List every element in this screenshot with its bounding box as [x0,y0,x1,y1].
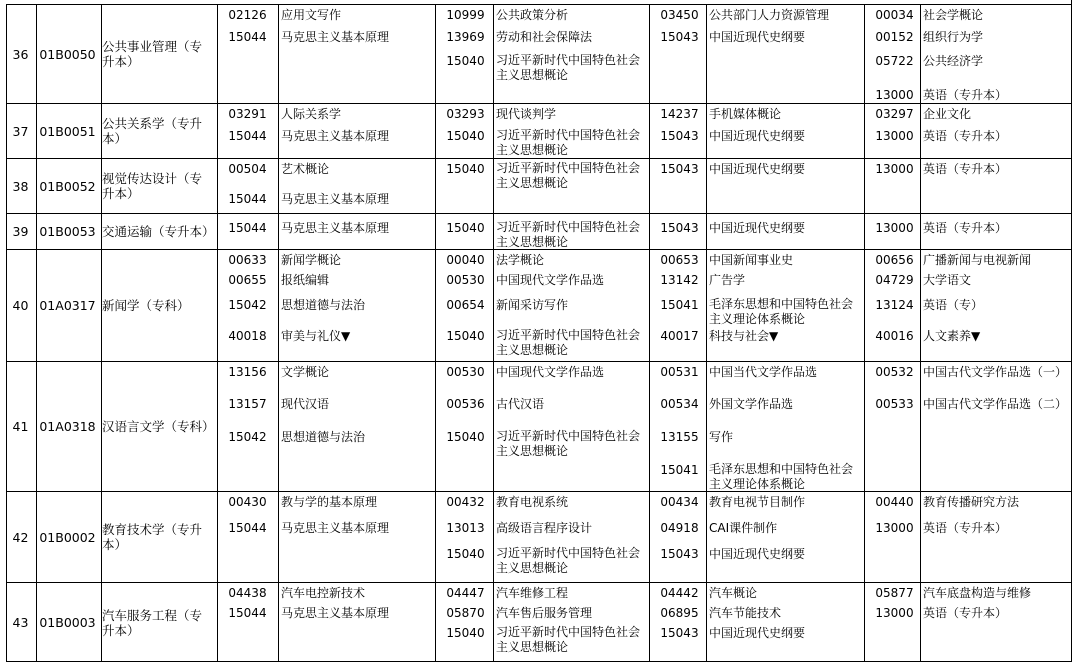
row-number: 43 [12,615,29,630]
course-name: 英语（专升本） [923,129,1008,143]
course-code: 05722 [875,54,914,68]
course-name: 新闻学概论 [281,253,342,267]
table-row [6,249,1072,361]
course-name: 马克思主义基本原理 [281,192,390,206]
course-name: 应用文写作 [281,8,342,22]
course-code: 00531 [660,365,699,379]
table-row [6,213,1072,249]
grid-line [864,362,865,491]
course-code: 15040 [446,547,485,561]
course-name: 劳动和社会保障法 [496,30,593,44]
grid-line [278,159,279,213]
major-name: 汽车服务工程（专升本） [102,607,203,638]
course-name: 思想道德与法治 [281,298,366,312]
course-name: 教与学的基本原理 [281,495,378,509]
course-name: 习近平新时代中国特色社会主义思想概论 [496,128,641,157]
course-name: 审美与礼仪▼ [281,329,351,343]
course-name: 中国当代文学作品选 [709,365,818,379]
course-name: 人际关系学 [281,107,342,121]
course-name: 马克思主义基本原理 [281,221,390,235]
course-code: 13156 [228,365,267,379]
course-name: 汽车维修工程 [496,586,569,600]
course-name: 文学概论 [281,365,330,379]
course-name: 中国古代文学作品选（二） [923,397,1068,411]
table-row [6,103,1072,158]
course-code: 13000 [875,606,914,620]
course-name: 新闻采访写作 [496,298,569,312]
course-code: 13000 [875,521,914,535]
course-code: 15040 [446,430,485,444]
course-code: 00530 [446,365,485,379]
course-code: 15044 [228,30,267,44]
course-name: 现代谈判学 [496,107,557,121]
course-code: 05877 [875,586,914,600]
course-name: 马克思主义基本原理 [281,129,390,143]
course-code: 06895 [660,606,699,620]
row-number: 42 [12,529,29,545]
course-code: 15044 [228,221,267,235]
course-code: 15040 [446,221,485,235]
course-code: 15040 [446,129,485,143]
major-code: 01B0002 [39,529,96,545]
course-code: 13000 [875,88,914,102]
course-name: 习近平新时代中国特色社会主义思想概论 [496,53,641,82]
course-name: 思想道德与法治 [281,430,366,444]
table-row [6,4,1072,103]
course-name: 公共政策分析 [496,8,569,22]
course-code: 40016 [875,329,914,343]
course-code: 15040 [446,162,485,176]
course-name: 中国近现代史纲要 [709,129,806,143]
course-name: 社会学概论 [923,8,984,22]
course-name: 组织行为学 [923,30,984,44]
course-name: 人文素养▼ [923,329,981,343]
course-name: 公共经济学 [923,54,984,68]
course-code: 04438 [228,586,267,600]
course-code: 00656 [875,253,914,267]
course-name: 汽车底盘构造与维修 [923,586,1032,600]
course-name: 英语（专升本） [923,88,1008,102]
course-code: 15044 [228,521,267,535]
major-name: 公共关系学（专升本） [102,116,203,146]
course-code: 15040 [446,626,485,640]
course-name: 习近平新时代中国特色社会主义思想概论 [496,546,641,575]
course-name: 习近平新时代中国特色社会主义思想概论 [496,220,641,249]
course-name: 教育传播研究方法 [923,495,1020,509]
course-code: 15041 [660,463,699,477]
course-code: 15042 [228,430,267,444]
course-name: 写作 [709,430,734,444]
course-name: 马克思主义基本原理 [281,521,390,535]
course-code: 03291 [228,107,267,121]
major-code: 01B0051 [39,123,96,139]
grid-line [493,362,494,491]
course-code: 13000 [875,221,914,235]
grid-line [278,250,279,361]
course-name: 中国古代文学作品选（一） [923,365,1068,379]
major-code: 01B0053 [39,224,96,239]
course-code: 00533 [875,397,914,411]
grid-line [920,362,921,491]
row-number: 38 [12,178,29,194]
course-code: 03297 [875,107,914,121]
course-name: 法学概论 [496,253,545,267]
major-code: 01A0318 [39,419,96,434]
course-name: 中国近现代史纲要 [709,162,806,176]
course-name: 中国近现代史纲要 [709,221,806,235]
major-code: 01A0317 [39,298,96,313]
course-code: 10999 [446,8,485,22]
course-name: 企业文化 [923,107,972,121]
course-code: 13124 [875,298,914,312]
course-name: 中国近现代史纲要 [709,547,806,561]
course-name: 毛泽东思想和中国特色社会主义理论体系概论 [709,462,854,491]
table-row [6,158,1072,213]
course-code: 15043 [660,626,699,640]
course-name: 教育电视节目制作 [709,495,806,509]
major-code: 01B0003 [39,615,96,630]
major-name: 教育技术学（专升本） [102,522,203,552]
course-name: 马克思主义基本原理 [281,606,390,620]
course-code: 13013 [446,521,485,535]
course-code: 00534 [660,397,699,411]
course-name: 中国新闻事业史 [709,253,794,267]
course-code: 00536 [446,397,485,411]
course-name: 英语（专升本） [923,221,1008,235]
row-number: 36 [12,46,29,62]
course-code: 00654 [446,298,485,312]
grid-line [278,583,279,662]
course-code: 04918 [660,521,699,535]
course-name: 毛泽东思想和中国特色社会主义理论体系概论 [709,297,854,326]
major-name: 交通运输（专升本） [102,224,215,239]
grid-line [278,362,279,491]
course-name: CAI课件制作 [709,521,778,535]
course-code: 13000 [875,129,914,143]
course-name: 科技与社会▼ [709,329,779,343]
course-code: 40018 [228,329,267,343]
course-code: 05870 [446,606,485,620]
course-code: 15044 [228,192,267,206]
course-code: 00655 [228,273,267,287]
course-code: 00034 [875,8,914,22]
course-name: 英语（专升本） [923,606,1008,620]
major-code: 01B0050 [39,46,96,62]
course-code: 00432 [446,495,485,509]
course-code: 04447 [446,586,485,600]
course-code: 04442 [660,586,699,600]
table-row [6,491,1072,582]
grid-line [278,214,279,249]
course-code: 15043 [660,129,699,143]
course-name: 汽车售后服务管理 [496,606,593,620]
course-code: 00504 [228,162,267,176]
course-name: 教育电视系统 [496,495,569,509]
course-code: 14237 [660,107,699,121]
course-code: 00653 [660,253,699,267]
course-name: 汽车电控新技术 [281,586,366,600]
course-name: 汽车节能技术 [709,606,782,620]
course-name: 习近平新时代中国特色社会主义思想概论 [496,328,641,357]
row-number: 41 [12,419,29,434]
course-code: 13142 [660,273,699,287]
course-code: 15043 [660,162,699,176]
course-name: 习近平新时代中国特色社会主义思想概论 [496,429,641,458]
course-name: 汽车概论 [709,586,758,600]
course-code: 13155 [660,430,699,444]
course-name: 习近平新时代中国特色社会主义思想概论 [496,625,641,654]
course-code: 00434 [660,495,699,509]
grid-line [278,104,279,158]
major-name: 汉语言文学（专科） [102,419,215,434]
course-code: 13157 [228,397,267,411]
grid-line [435,362,436,491]
course-name: 习近平新时代中国特色社会主义思想概论 [496,161,641,190]
course-name: 现代汉语 [281,397,330,411]
grid-line [278,492,279,582]
major-name: 视觉传达设计（专升本） [102,171,203,201]
course-name: 报纸编辑 [281,273,330,287]
row-number: 37 [12,123,29,139]
course-name: 古代汉语 [496,397,545,411]
course-name: 中国近现代史纲要 [709,30,806,44]
row-number: 39 [12,224,29,239]
course-code: 15040 [446,329,485,343]
course-name: 马克思主义基本原理 [281,30,390,44]
course-code: 00633 [228,253,267,267]
table-row [6,582,1072,662]
course-code: 15044 [228,129,267,143]
course-name: 公共部门人力资源管理 [709,8,830,22]
course-code: 15043 [660,547,699,561]
course-code: 00440 [875,495,914,509]
grid-line [278,5,279,103]
course-name: 大学语文 [923,273,972,287]
course-code: 15043 [660,30,699,44]
course-name: 高级语言程序设计 [496,521,593,535]
course-code: 13000 [875,162,914,176]
course-code: 15042 [228,298,267,312]
row-number: 40 [12,298,29,313]
table-row [6,361,1072,491]
course-code: 00430 [228,495,267,509]
course-plan-table [6,0,1072,662]
course-name: 艺术概论 [281,162,330,176]
course-code: 40017 [660,329,699,343]
course-code: 03293 [446,107,485,121]
course-name: 外国文学作品选 [709,397,794,411]
course-name: 手机媒体概论 [709,107,782,121]
course-code: 04729 [875,273,914,287]
major-name: 新闻学（专科） [102,298,190,313]
course-code: 00532 [875,365,914,379]
course-name: 中国近现代史纲要 [709,626,806,640]
course-name: 中国现代文学作品选 [496,273,605,287]
course-code: 15044 [228,606,267,620]
course-name: 英语（专升本） [923,162,1008,176]
course-name: 英语（专升本） [923,521,1008,535]
course-name: 广告学 [709,273,746,287]
course-code: 13969 [446,30,485,44]
course-code: 00152 [875,30,914,44]
course-code: 03450 [660,8,699,22]
course-name: 英语（专） [923,298,984,312]
major-name: 公共事业管理（专升本） [102,39,203,69]
course-code: 15040 [446,54,485,68]
course-name: 中国现代文学作品选 [496,365,605,379]
major-code: 01B0052 [39,178,96,194]
course-name: 广播新闻与电视新闻 [923,253,1032,267]
course-code: 15041 [660,298,699,312]
course-code: 02126 [228,8,267,22]
course-code: 00040 [446,253,485,267]
course-code: 00530 [446,273,485,287]
course-code: 15043 [660,221,699,235]
grid-line [217,362,218,491]
